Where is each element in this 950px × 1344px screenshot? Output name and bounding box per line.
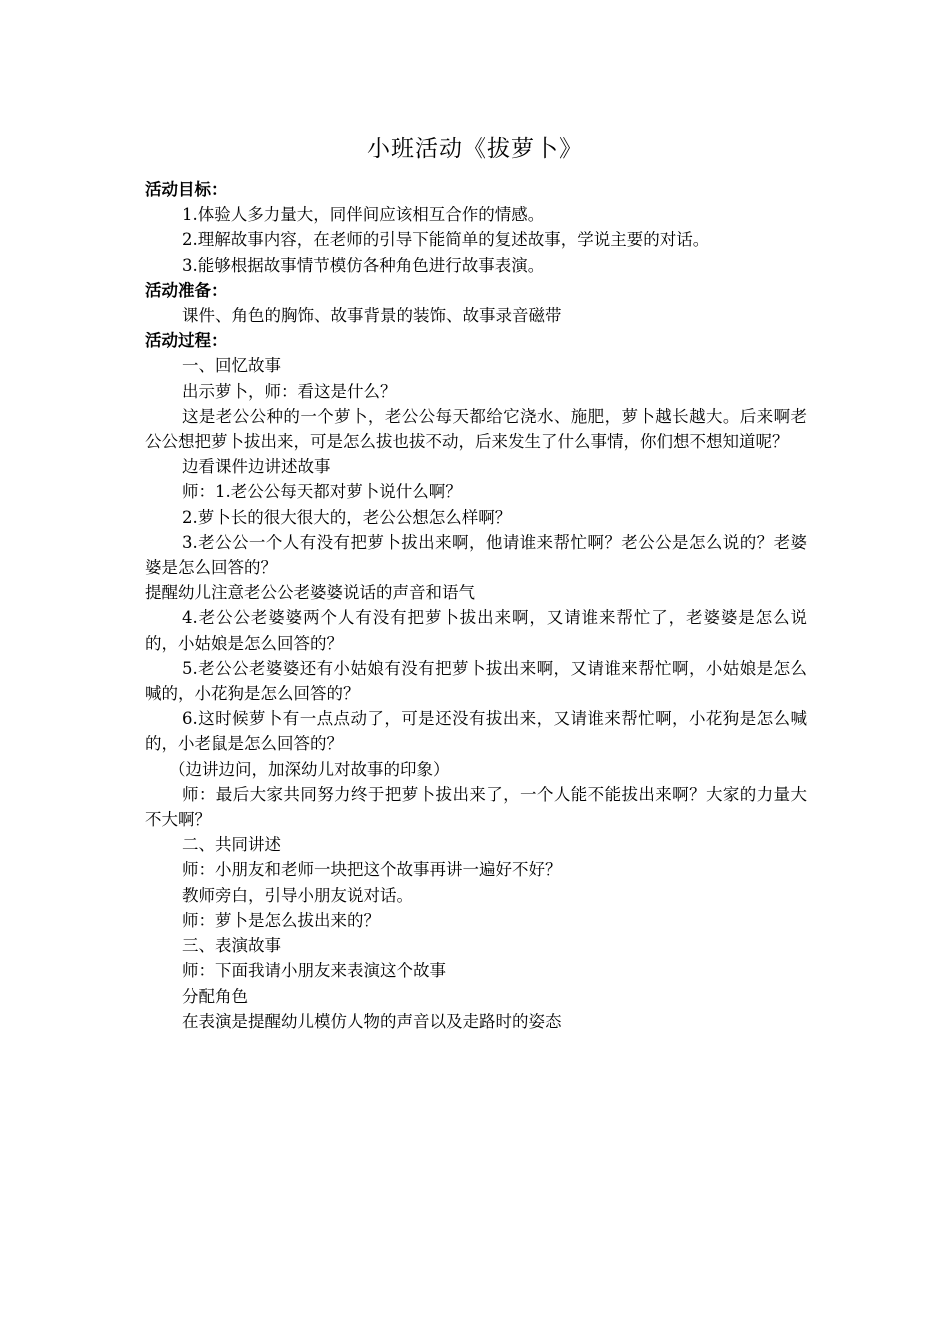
process-question: 3.老公公一个人有没有把萝卜拔出来啊，他请谁来帮忙啊？老公公是怎么说的？老婆婆是怎么回答的？ xyxy=(145,532,807,578)
process-paragraph: 师：小朋友和老师一块把这个故事再讲一遍好不好？ xyxy=(182,860,562,880)
process-note: （边讲边问，加深幼儿对故事的印象） xyxy=(169,759,450,779)
document-body xyxy=(145,177,807,1034)
process-heading: 活动过程： xyxy=(145,331,228,351)
process-paragraph: 师：最后大家共同努力终于把萝卜拔出来了，一个人能不能拔出来啊？大家的力量大不大啊？ xyxy=(145,784,807,830)
process-paragraph: 这是老公公种的一个萝卜，老公公每天都给它浇水、施肥，萝卜越长越大。后来啊老公公想把萝卜拔出来，可是怎么拔也拔不动，后来发生了什么事情，你们想不想知道呢？ xyxy=(145,406,807,452)
goal-item: 3.能够根据故事情节模仿各种角色进行故事表演。 xyxy=(182,255,545,275)
process-paragraph: 出示萝卜，师：看这是什么？ xyxy=(182,381,397,401)
goals-heading: 活动目标： xyxy=(145,180,228,199)
process-step-heading: 一、回忆故事 xyxy=(182,356,281,376)
process-question: 4.老公公老婆婆两个人有没有把萝卜拔出来啊，又请谁来帮忙了，老婆婆是怎么说的，小姑娘是怎么回答的？ xyxy=(145,608,807,653)
goal-item: 1.体验人多力量大，同伴间应该相互合作的情感。 xyxy=(182,205,545,225)
process-paragraph: 边看课件边讲述故事 xyxy=(182,457,331,477)
process-question: 6.这时候萝卜有一点点动了，可是还没有拔出来，又请谁来帮忙啊，小花狗是怎么喊的，小老鼠是怎么回答的？ xyxy=(145,709,807,754)
process-paragraph: 分配角色 xyxy=(182,986,248,1006)
process-paragraph: 在表演是提醒幼儿模仿人物的声音以及走路时的姿态 xyxy=(182,1011,562,1031)
process-paragraph: 教师旁白，引导小朋友说对话。 xyxy=(182,885,413,905)
process-question: 师：1.老公公每天都对萝卜说什么啊？ xyxy=(182,482,462,502)
prep-heading: 活动准备： xyxy=(145,280,228,300)
process-note: 提醒幼儿注意老公公老婆婆说话的声音和语气 xyxy=(145,583,475,603)
goal-item: 2.理解故事内容，在老师的引导下能简单的复述故事，学说主要的对话。 xyxy=(182,230,710,250)
process-question: 2.萝卜长的很大很大的，老公公想怎么样啊？ xyxy=(182,507,512,527)
document-title: 小班活动《拔萝卜》 xyxy=(367,136,583,162)
process-step-heading: 三、表演故事 xyxy=(182,936,281,956)
process-step-heading: 二、共同讲述 xyxy=(182,835,281,855)
process-paragraph: 师：萝卜是怎么拔出来的？ xyxy=(182,910,380,930)
prep-text: 课件、角色的胸饰、故事背景的装饰、故事录音磁带 xyxy=(182,306,562,326)
process-paragraph: 师：下面我请小朋友来表演这个故事 xyxy=(182,961,446,981)
process-question: 5.老公公老婆婆还有小姑娘有没有把萝卜拔出来啊，又请谁来帮忙啊，小姑娘是怎么喊的，小花狗是怎么回答的？ xyxy=(145,658,807,704)
